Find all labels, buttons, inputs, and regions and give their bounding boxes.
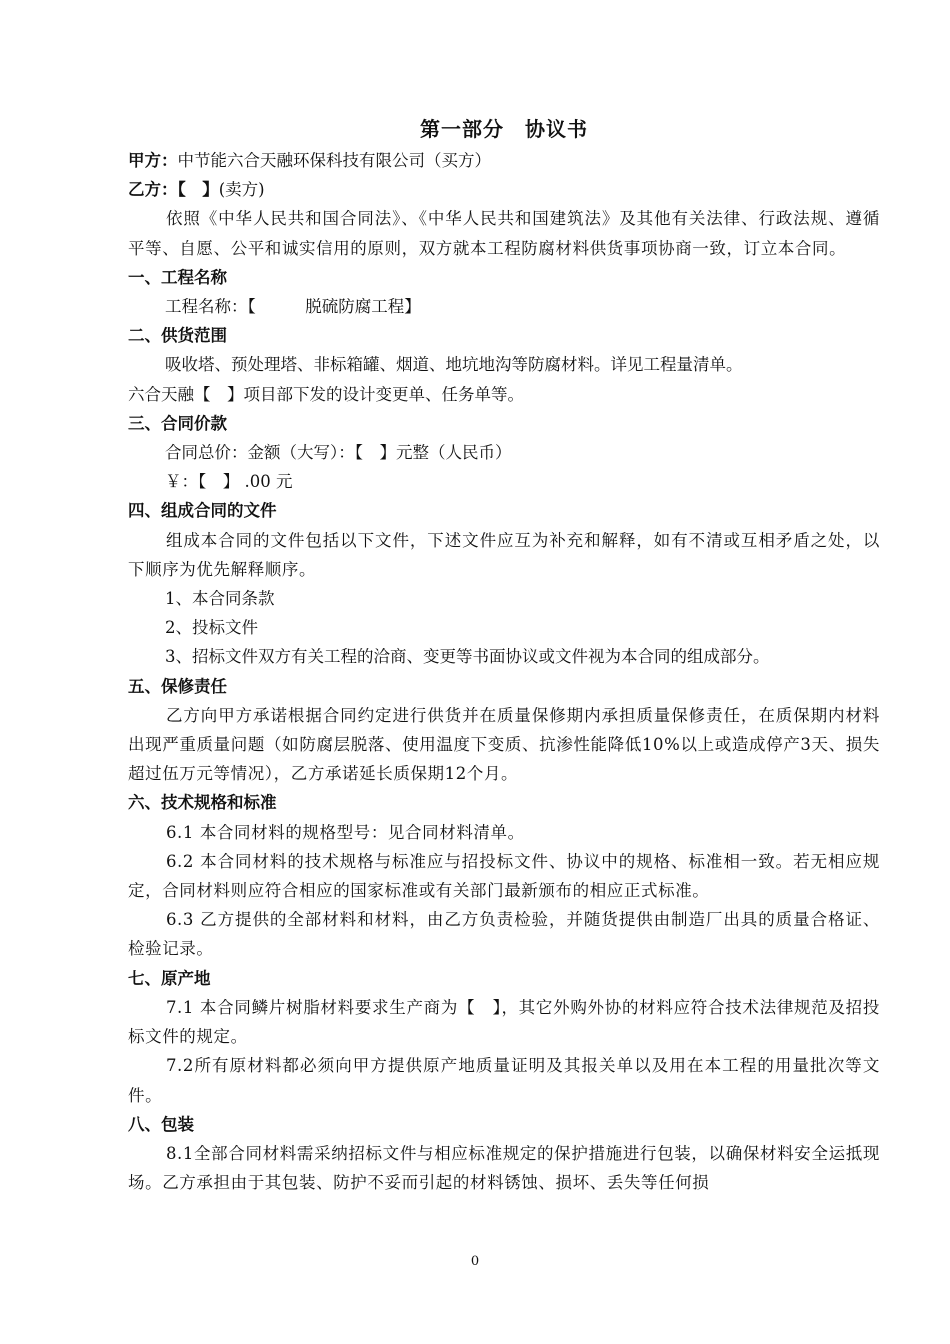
document-page: [128, 112, 880, 1197]
contract-price-words: 合同总价：金额（大写）：【 】元整（人民币）: [165, 443, 512, 463]
origin-7-2: 7.2所有原材料都必须向甲方提供原产地质量证明及其报关单以及用在本工程的用量批次等文件。: [128, 1056, 880, 1105]
section-heading-project-name: 一、工程名称: [128, 267, 227, 287]
party-b-label: 乙方：【 】: [128, 180, 219, 200]
packaging-8-1: 8.1全部合同材料需采纳招标文件与相应标准规定的保护措施进行包装，以确保材料安全运抵现场。乙方承担由于其包装、防护不妥而引起的材料锈蚀、损坏、丢失等任何损: [128, 1143, 880, 1193]
technical-specs-6-2: 6.2 本合同材料的技术规格与标准应与招投标文件、协议中的规格、标准相一致。若无相应规定，合同材料则应符合相应的国家标准或有关部门最新颁布的相应正式标准。: [128, 851, 880, 901]
supply-scope-line: 吸收塔、预处理塔、非标箱罐、烟道、地坑地沟等防腐材料。详见工程量清单。: [165, 355, 743, 375]
party-a-value: 中节能六合天融环保科技有限公司（买方）: [177, 151, 491, 170]
project-name-line: 工程名称：【 脱硫防腐工程】: [165, 297, 421, 317]
party-b-value: (卖方): [218, 180, 265, 200]
contract-documents-item-2: 2、投标文件: [165, 618, 258, 638]
party-b: [128, 175, 880, 204]
section-heading-supply-scope: 二、供货范围: [128, 326, 227, 346]
section-heading-contract-documents: 四、组成合同的文件: [128, 501, 277, 521]
origin-7-1: 7.1 本合同鳞片树脂材料要求生产商为【 】，其它外购外协的材料应符合技术法律规范及招投标文件的规定。: [128, 997, 880, 1047]
contract-price-amount: ￥：【 】 .00 元: [165, 472, 293, 492]
section-heading-warranty: 五、保修责任: [128, 676, 227, 696]
technical-specs-6-3: 6.3 乙方提供的全部材料和材料，由乙方负责检验，并随货提供由制造厂出具的质量合格证、检验记录。: [128, 910, 880, 959]
section-heading-packaging: 八、包装: [128, 1114, 194, 1134]
supply-scope-extra: 六合天融【 】项目部下发的设计变更单、任务单等。: [128, 384, 524, 404]
contract-documents-para: 组成本合同的文件包括以下文件，下述文件应互为补充和解释，如有不清或互相矛盾之处，以下顺序为优先解释顺序。: [128, 530, 880, 579]
warranty-para: 乙方向甲方承诺根据合同约定进行供货并在质量保修期内承担质量保修责任，在质保期内材料出现严重质量问题（如防腐层脱落、使用温度下变质、抗渗性能降低10%以上或造成停产3天、损失超过伍万元等情况），乙方承诺延长质保期12个月。: [128, 705, 880, 784]
party-a-label: 甲方：: [128, 151, 178, 170]
section-heading-origin: 七、原产地: [128, 968, 211, 988]
section-heading-contract-price: 三、合同价款: [128, 413, 227, 433]
contract-documents-item-1: 1、本合同条款: [165, 589, 275, 609]
preamble: 依照《中华人民共和国合同法》、《中华人民共和国建筑法》及其他有关法律、行政法规、遵循平等、自愿、公平和诚实信用的原则，双方就本工程防腐材料供货事项协商一致，订立本合同。: [128, 209, 880, 258]
page-number: 0: [470, 1254, 480, 1269]
document-title: 第一部分 协议书: [420, 117, 588, 141]
contract-documents-item-3: 3、招标文件双方有关工程的洽商、变更等书面协议或文件视为本合同的组成部分。: [165, 647, 770, 667]
party-a: [128, 146, 880, 175]
technical-specs-6-1: 6.1 本合同材料的规格型号：见合同材料清单。: [165, 822, 525, 842]
section-heading-technical-specs: 六、技术规格和标准: [128, 793, 277, 813]
